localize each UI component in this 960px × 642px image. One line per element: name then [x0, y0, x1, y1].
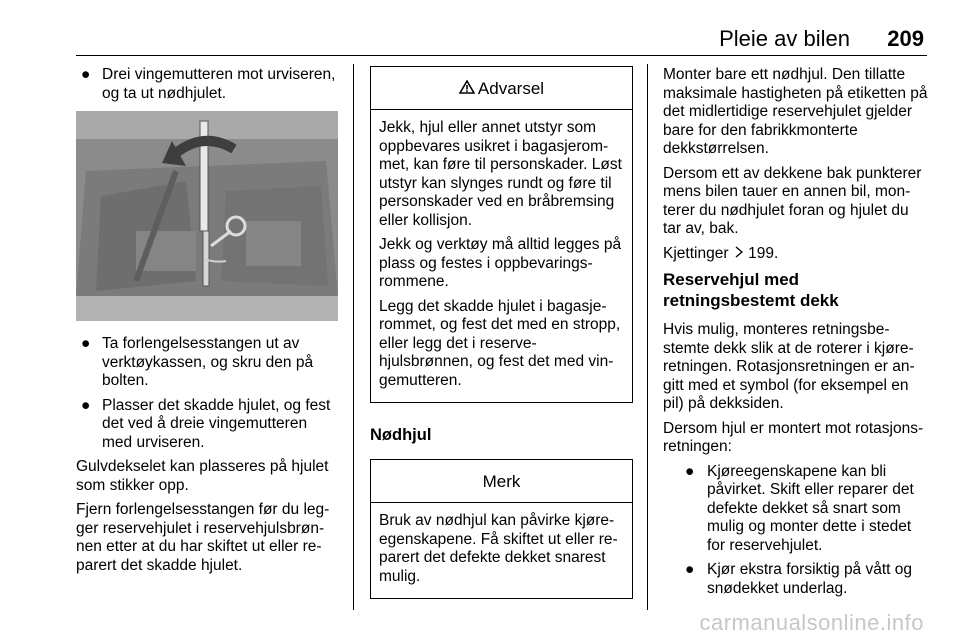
warning-paragraph: Jekk, hjul eller annet utstyr som oppbevares usikret i bagasjerommet, kan føre til personskader. Løst utstyr kan slynges rundt og føre til personskader ved en bråbremsing eller kollisjon. — [379, 119, 622, 229]
page-header-title: Pleie av bilen — [719, 26, 850, 51]
bullet-text: Kjøreegenskapene kan bli påvirket. Skift eller reparer det defekte dekket så snart som mulig og monter dette i stedet for reservehjulet. — [707, 462, 914, 554]
bullet-text: Drei vingemutteren mot urviseren, og ta ut nødhjulet. — [102, 66, 336, 102]
page-reference[interactable]: 199. — [748, 244, 779, 262]
paragraph: Monter bare ett nødhjul. Den tillatte maksimale hastigheten på etiketten på det midlertidige reservehjulet gjelder bare for den fabrikkmonterte dekkstørrelsen. — [663, 66, 928, 157]
spare-wheel-illustration — [76, 111, 338, 321]
reference-text: Kjettinger — [663, 244, 729, 262]
warning-triangle-icon — [459, 79, 475, 99]
bullet-text: Plasser det skadde hjulet, og fest det ved å dreie vingemutteren med urviseren. — [102, 396, 331, 451]
warning-header — [371, 67, 632, 110]
warning-title: Advarsel — [477, 79, 545, 98]
bullet-icon: ● — [81, 396, 91, 414]
paragraph: Gulvdekselet kan plasseres på hjulet som stikker opp. — [76, 458, 329, 494]
wheel-well-graphic — [76, 111, 338, 321]
note-box — [370, 459, 633, 599]
header-rule — [76, 55, 927, 56]
bullet-icon: ● — [81, 335, 91, 352]
column-divider-right — [647, 64, 648, 610]
warning-box — [370, 66, 633, 403]
bullet-icon: ● — [685, 561, 695, 578]
note-header: Merk — [371, 460, 632, 503]
bullet-text: Kjør ekstra forsiktig på vått og snødekket underlag. — [707, 561, 913, 597]
watermark: carmanualsonline.info — [699, 610, 924, 635]
column-2 — [370, 66, 633, 599]
section-heading: Nødhjul — [370, 426, 432, 444]
page-number: 209 — [887, 26, 924, 51]
list-item — [663, 561, 928, 598]
warning-body — [371, 110, 632, 402]
list-item — [76, 397, 340, 453]
page-ref-arrow-icon — [733, 245, 748, 262]
bullet-text: Ta forlengelsesstangen ut av verktøykassen, og skru den på bolten. — [102, 335, 314, 389]
list-item — [76, 335, 340, 391]
paragraph: Fjern forlengelsesstangen før du legger reservehjulet i reservehjulsbrønnen etter at du har skiftet ut eller reparert det skadde hjulet. — [76, 501, 330, 574]
bullet-icon: ● — [685, 462, 695, 480]
paragraph: Dersom hjul er montert mot rotasjonsretningen: — [663, 419, 924, 455]
bullet-icon: ● — [81, 66, 91, 83]
note-body — [371, 503, 632, 598]
list-item — [663, 463, 928, 556]
warning-paragraph: Legg det skadde hjulet i bagasjerommet, og fest det med en stropp, eller legg det i reservehjulsbrønnen, og fest det med vingemutteren. — [379, 297, 621, 389]
cross-reference-paragraph — [663, 245, 928, 264]
column-3 — [663, 66, 928, 604]
list-item — [76, 66, 340, 103]
paragraph: Hvis mulig, monteres retningsbestemte dekk slik at de roterer i kjøreretningen. Rotasjonsretningen er angitt med et symbol (for eksempel en pil) på dekksiden. — [663, 321, 915, 412]
note-paragraph: Bruk av nødhjul kan påvirke kjøreegenskapene. Få skiftet ut eller reparert det defekte dekket snarest mulig. — [379, 512, 618, 585]
warning-paragraph: Jekk og verktøy må alltid legges på plass og festes i oppbevaringsrommene. — [379, 236, 622, 290]
paragraph: Dersom ett av dekkene bak punkterer mens bilen tauer en annen bil, monterer du nødhjulet foran og hjulet du tar av, bak. — [663, 164, 922, 237]
subsection-heading: Reservehjul med retningsbestemt dekk — [663, 270, 839, 310]
column-1 — [76, 66, 340, 581]
column-divider-left — [353, 64, 354, 610]
